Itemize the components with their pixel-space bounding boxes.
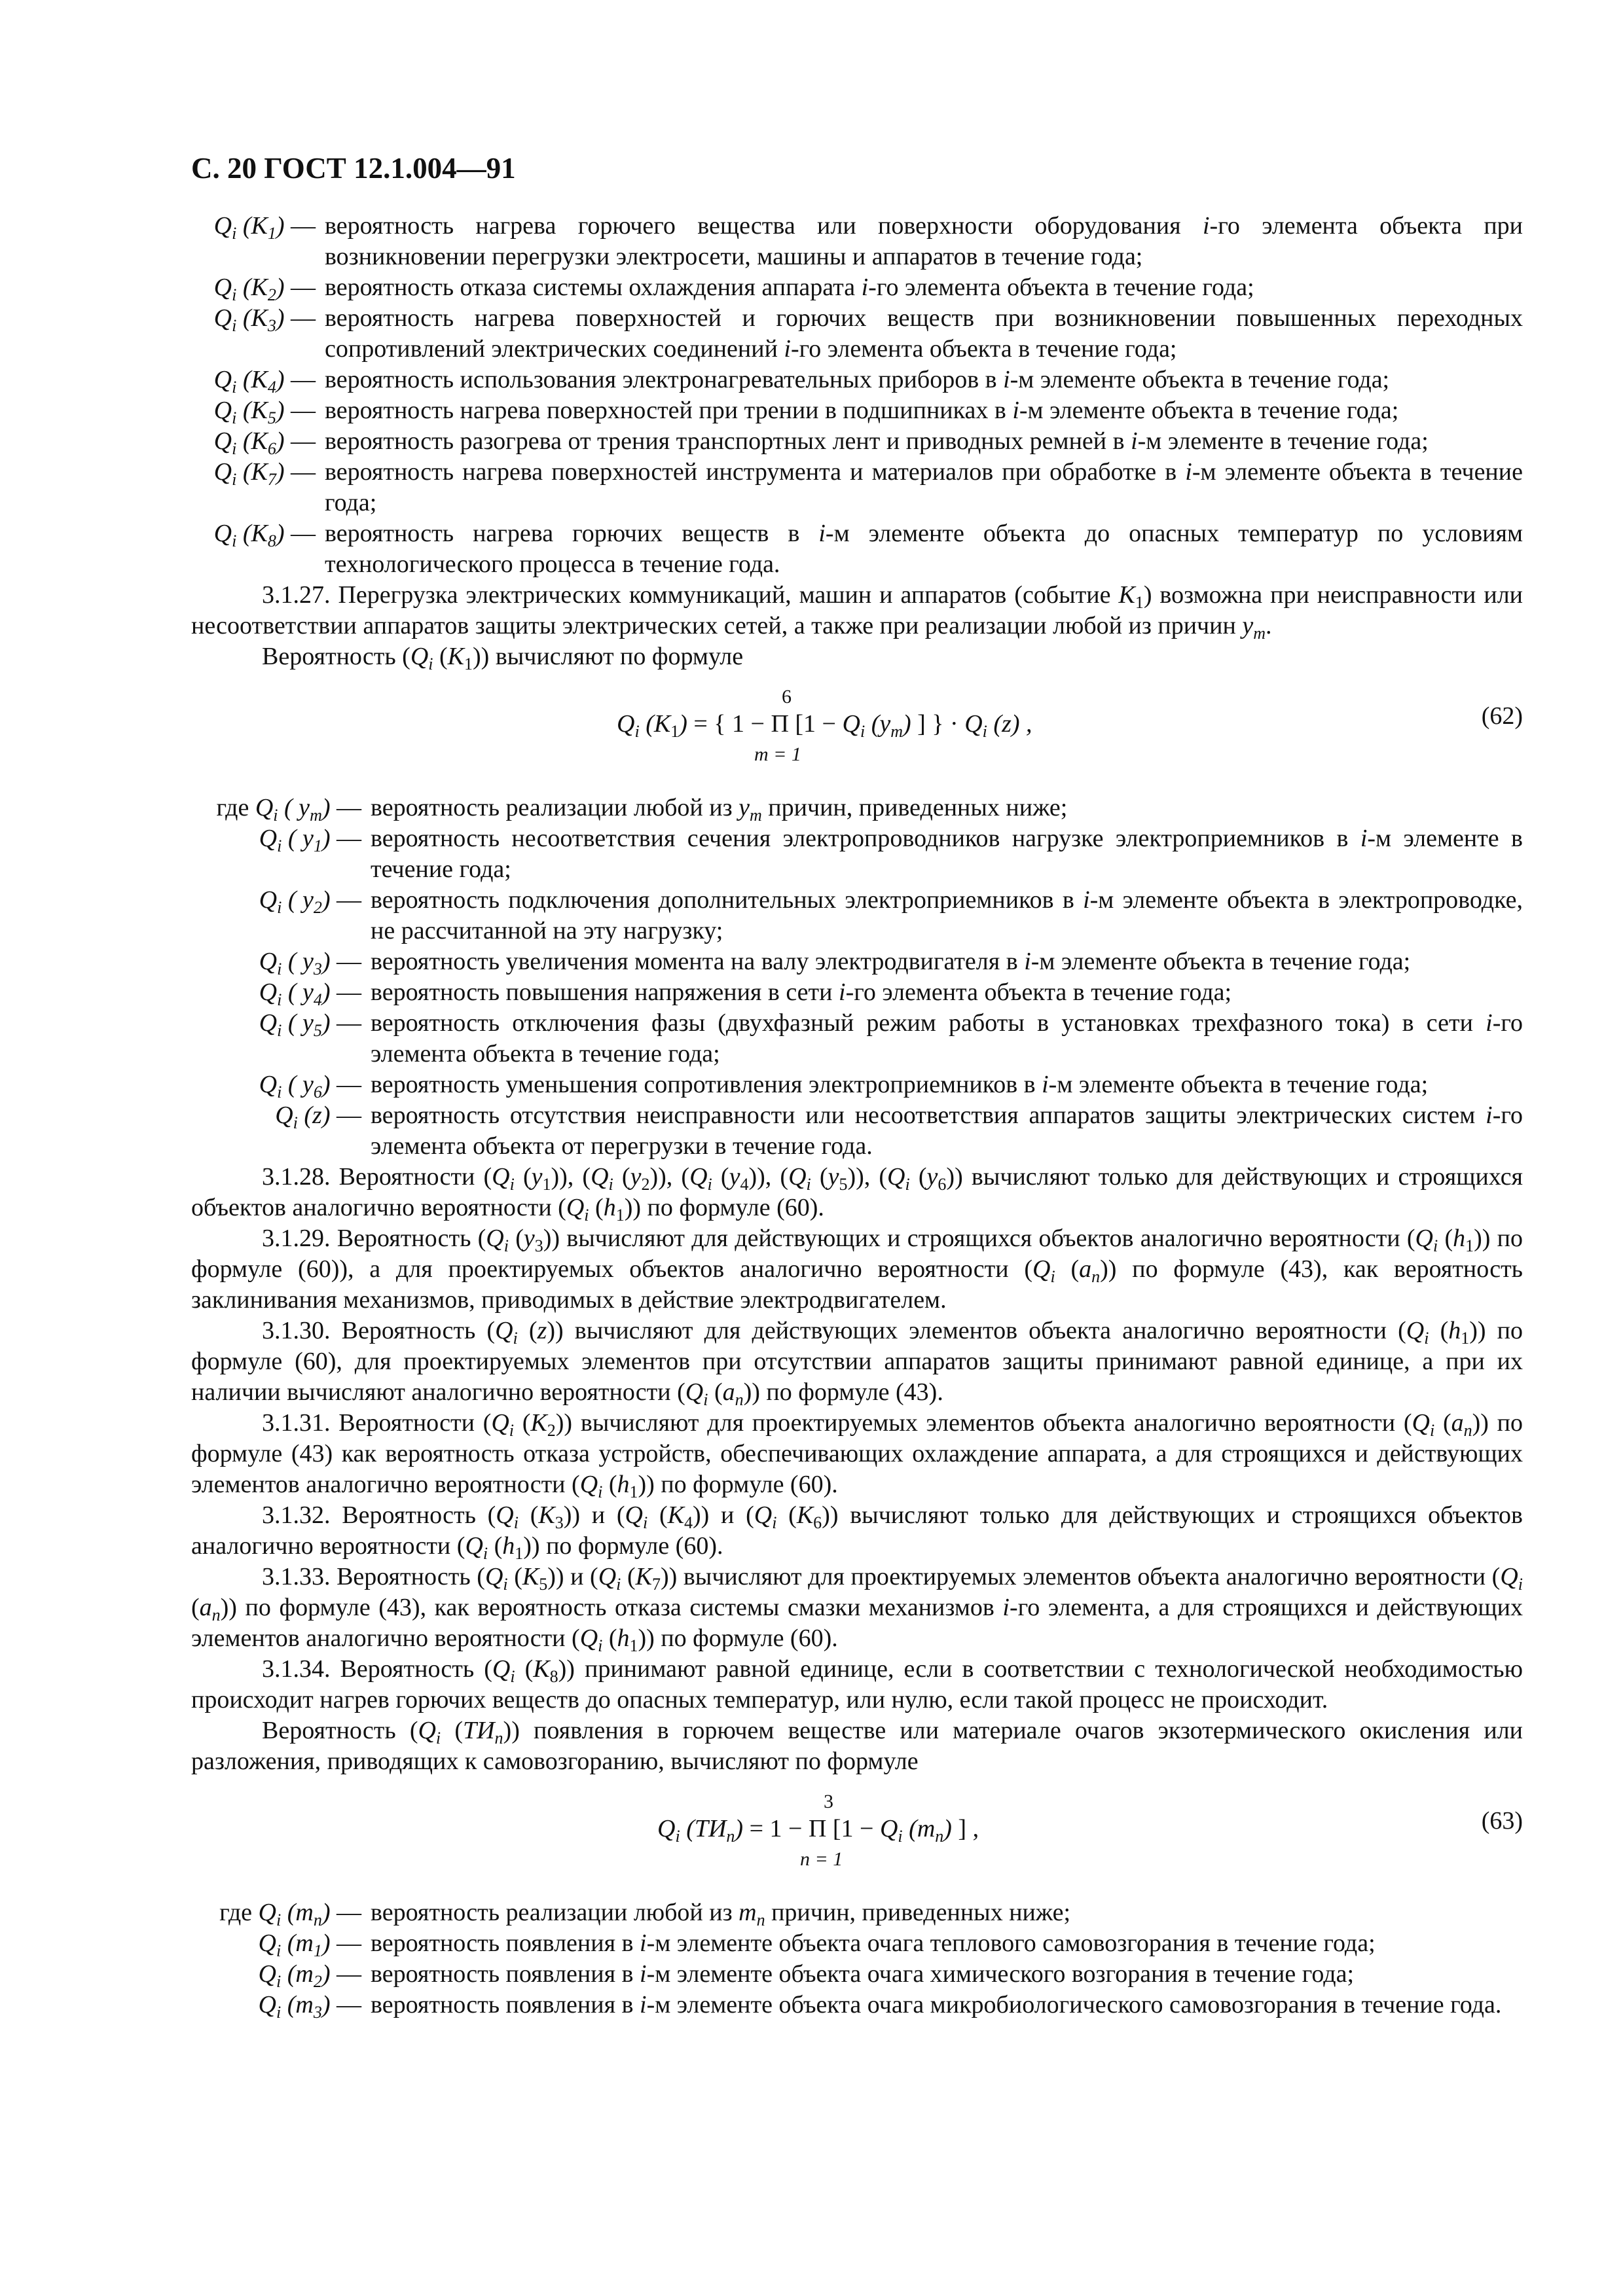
- y-definitions-list: [191, 793, 1523, 1162]
- paragraph: 3.1.34. Вероятность ($Q_i$ $(K_8)$) принимают равной единице, если в соответствии с технологической необходимостью происходит нагрев горючих веществ до опасных температур, или нулю, если такой процесс не происходит.: [191, 1655, 1523, 1713]
- formula-63-lower-limit: n = 1: [800, 1848, 843, 1870]
- paragraph: 3.1.30. Вероятность ($Q_i$ (z)) вычисляют для действующих элементов объекта аналогично вероятности ($Q_i$ $(h_1)$) по формуле (60), для проектируемых элементов при отсутствии аппаратов защиты принимают равной единице, а при их наличии вычисляют аналогично вероятности ($Q_i$ $(a_n)$) по формуле (43).: [191, 1317, 1523, 1409]
- definition-row: [191, 272, 1523, 303]
- formula-62-lower-limit: m = 1: [754, 744, 801, 765]
- definition-text: вероятность нагрева горючего вещества или поверхности оборудования i-го элемента объекта при возникновении перегрузки электросети, машины и аппаратов в течение года;: [325, 212, 1523, 270]
- definition-row: [191, 823, 1523, 885]
- definition-row: [191, 977, 1523, 1008]
- definition-row: [191, 793, 1523, 823]
- definition-text: вероятность разогрева от трения транспортных лент и приводных ремней в i-м элементе в течение года;: [325, 427, 1429, 455]
- m-definitions-list: [191, 1897, 1523, 2020]
- definition-row: [191, 303, 1523, 365]
- formula-63: [191, 1786, 1523, 1878]
- definition-row: [191, 395, 1523, 426]
- definition-term: $Q_i$ (z) —: [275, 1102, 361, 1132]
- definition-text: вероятность уменьшения сопротивления электроприемников в i-м элементе объекта в течение года;: [371, 1071, 1429, 1098]
- definition-term: $Q_i$ $(m_2)$ —: [258, 1960, 361, 1991]
- definition-row: [191, 1100, 1523, 1162]
- formula-63-upper-limit: 3: [824, 1791, 833, 1812]
- formula-63-expression: $Q_i$ $(ТИ_n) = 1 - \Pi$ [$1 - Q_i$ $(m_n)$ ] ,: [657, 1815, 979, 1846]
- paragraph-3-1-27: 3.1.27. Перегрузка электрических коммуникаций, машин и аппаратов (событие $K_1$) возможна при неисправности или несоответствии аппаратов защиты электрических сетей, а также при реализации любой из причин $y_m$.: [191, 581, 1523, 643]
- paragraph: 3.1.29. Вероятность ($Q_i$ $(y_3)$) вычисляют для действующих и строящихся объектов аналогично вероятности ($Q_i$ $(h_1)$) по формуле (60)), а для проектируемых объектов аналогично вероятности ($Q_i$ $(a_n)$) по формуле (43), как вероятность заклинивания механизмов, приводимых в действие электродвигателем.: [191, 1225, 1523, 1314]
- definition-term: $Q_i$ $(K_1)$ —: [213, 212, 316, 243]
- definition-term: $Q_i$ $(m_1)$ —: [258, 1929, 361, 1960]
- definition-term: $Q_i$ $(m_3)$ —: [258, 1991, 361, 2022]
- definition-text: вероятность появления в i-м элементе объекта очага микробиологического самовозгорания в течение года.: [371, 1991, 1502, 2018]
- definition-row: [191, 1008, 1523, 1069]
- definition-text: вероятность появления в i-м элементе объекта очага теплового самовозгорания в течение года;: [371, 1929, 1376, 1957]
- definition-term: $Q_i$ ( $y_6$) —: [259, 1071, 361, 1102]
- definition-term: $Q_i$ ( $y_5$) —: [259, 1009, 361, 1040]
- definition-term: $Q_i$ ( $y_3$) —: [259, 948, 361, 978]
- definition-term: $Q_i$ ( $y_1$) —: [259, 825, 361, 855]
- definition-text: вероятность нагрева поверхностей при трении в подшипниках в i-м элементе объекта в течение года;: [325, 397, 1399, 424]
- definition-term: $Q_i$ $(K_7)$ —: [213, 458, 316, 489]
- definition-term: где $Q_i$ ( $y_m$) —: [216, 794, 361, 825]
- paragraph: 3.1.33. Вероятность ($Q_i$ $(K_5)$) и ($Q_i$ $(K_7)$) вычисляют для проектируемых элементов объекта аналогично вероятности ($Q_i$ $(a_n)$) по формуле (43), как вероятность отказа системы смазки механизмов i-го элемента, а для строящихся и действующих элементов аналогично вероятности ($Q_i$ $(h_1)$) по формуле (60).: [191, 1563, 1523, 1655]
- definition-row: [191, 1959, 1523, 1990]
- definition-term: $Q_i$ ( $y_4$) —: [259, 978, 361, 1009]
- definition-text: вероятность несоответствия сечения электропроводников нагрузке электроприемников в i-м элементе в течение года;: [371, 825, 1523, 883]
- definition-text: вероятность повышения напряжения в сети i-го элемента объекта в течение года;: [371, 978, 1232, 1006]
- definition-term: $Q_i$ $(K_3)$ —: [213, 304, 316, 335]
- definition-text: вероятность нагрева поверхностей инструмента и материалов при обработке в i-м элементе объекта в течение года;: [325, 458, 1523, 516]
- definition-text: вероятность подключения дополнительных электроприемников в i-м элементе объекта в электропроводке, не рассчитанной на эту нагрузку;: [371, 886, 1523, 944]
- definition-row: [191, 1928, 1523, 1959]
- definition-term: где $Q_i$ $(m_n)$ —: [219, 1899, 361, 1929]
- definition-row: [191, 885, 1523, 946]
- definition-term: $Q_i$ ( $y_2$) —: [259, 886, 361, 917]
- definition-row: [191, 457, 1523, 518]
- definition-text: вероятность отключения фазы (двухфазный режим работы в установках трехфазного тока) в сети i-го элемента объекта в течение года;: [371, 1009, 1523, 1067]
- definition-row: [191, 211, 1523, 272]
- formula-62-upper-limit: 6: [782, 686, 792, 708]
- definition-text: вероятность нагрева горючих веществ в i-м элементе объекта до опасных температур по условиям технологического процесса в течение года.: [325, 520, 1523, 578]
- formula-62-number: (62): [1481, 702, 1523, 730]
- definition-row: [191, 426, 1523, 457]
- paragraph-prob-k1: Вероятность ($Q_i$ $(K_1)$) вычисляют по формуле: [262, 643, 744, 673]
- definition-row: [191, 518, 1523, 580]
- definition-term: $Q_i$ $(K_5)$ —: [213, 397, 316, 427]
- document-page: [191, 151, 1523, 2020]
- definition-text: вероятность нагрева поверхностей и горючих веществ при возникновении повышенных переходных сопротивлений электрических соединений i-го элемента объекта в течение года;: [325, 304, 1523, 363]
- definition-row: [191, 1069, 1523, 1100]
- definition-term: $Q_i$ $(K_6)$ —: [213, 427, 316, 458]
- definition-text: вероятность отказа системы охлаждения аппарата i-го элемента объекта в течение года;: [325, 274, 1254, 301]
- k-definitions-list: [191, 211, 1523, 580]
- formula-62: [191, 681, 1523, 773]
- definition-row: [191, 365, 1523, 395]
- definition-text: вероятность увеличения момента на валу электродвигателя в i-м элементе объекта в течение года;: [371, 948, 1411, 975]
- definition-text: вероятность использования электронагревательных приборов в i-м элементе объекта в течение года;: [325, 366, 1390, 393]
- definition-text: вероятность появления в i-м элементе объекта очага химического возгорания в течение года;: [371, 1960, 1355, 1988]
- definition-row: [191, 1897, 1523, 1928]
- paragraphs-3-1-28-to-3-1-34: [191, 1162, 1523, 1777]
- definition-text: вероятность отсутствия неисправности или несоответствия аппаратов защиты электрических систем i-го элемента объекта от перегрузки в течение года.: [371, 1102, 1523, 1160]
- definition-term: $Q_i$ $(K_2)$ —: [213, 274, 316, 304]
- formula-62-expression: $Q_i$ $(K_1)$ = { 1 − Π [$1 - Q_i$ $(y_m)$ ] } · $Q_i$ (z) ,: [617, 710, 1032, 741]
- definition-term: $Q_i$ $(K_8)$ —: [213, 520, 316, 550]
- paragraph: 3.1.32. Вероятность ($Q_i$ $(K_3)$) и ($Q_i$ $(K_4)$) и ($Q_i$ $(K_6)$) вычисляют только для действующих и строящихся объектов аналогично вероятности ($Q_i$ $(h_1)$) по формуле (60).: [191, 1501, 1523, 1563]
- definition-row: [191, 946, 1523, 977]
- paragraph: Вероятность ($Q_i$ $(ТИ_n)$) появления в горючем веществе или материале очагов экзотермического окисления или разложения, приводящих к самовозгоранию, вычисляют по формуле: [191, 1717, 1523, 1775]
- definition-text: вероятность реализации любой из $m_n$ причин, приведенных ниже;: [371, 1899, 1071, 1929]
- definition-row: [191, 1990, 1523, 2020]
- definition-term: $Q_i$ $(K_4)$ —: [213, 366, 316, 397]
- page-header: С. 20 ГОСТ 12.1.004—91: [191, 152, 516, 185]
- paragraph: 3.1.28. Вероятности ($Q_i$ $(y_1)$), ($Q_i$ $(y_2)$), ($Q_i$ $(y_4)$), ($Q_i$ $(y_5)$), ($Q_i$ $(y_6)$) вычисляют только для действующих и строящихся объектов аналогично вероятности ($Q_i$ $(h_1)$) по формуле (60).: [191, 1163, 1523, 1225]
- formula-63-number: (63): [1481, 1807, 1523, 1835]
- definition-text: вероятность реализации любой из $y_m$ причин, приведенных ниже;: [371, 794, 1068, 825]
- paragraph: 3.1.31. Вероятности ($Q_i$ $(K_2)$) вычисляют для проектируемых элементов объекта аналогично вероятности ($Q_i$ $(a_n)$) по формуле (43) как вероятность отказа устройств, обеспечивающих охлаждение аппарата, а для строящихся и действующих элементов аналогично вероятности ($Q_i$ $(h_1)$) по формуле (60).: [191, 1409, 1523, 1501]
